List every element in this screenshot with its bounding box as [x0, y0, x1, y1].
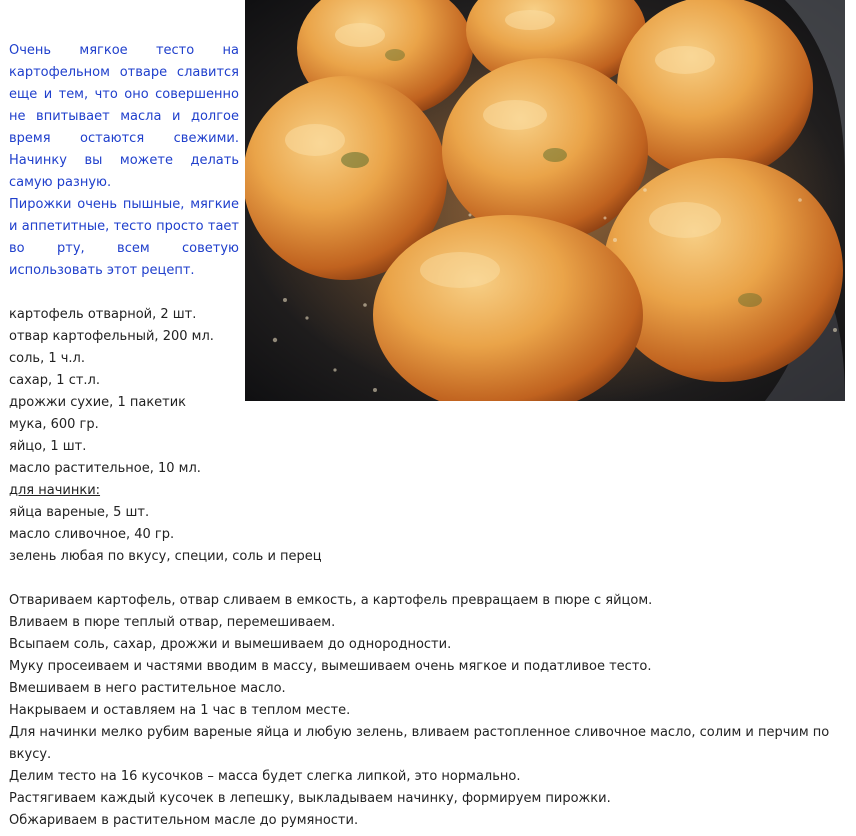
- intro-paragraph-1: Очень мягкое тесто на картофельном отваре славится еще и тем, что оно совершенно не впитывает масла и долгое время остаются свежими. Начинку вы можете делать самую разную.: [9, 43, 239, 190]
- recipe-step: Вливаем в пюре теплый отвар, перемешиваем.: [9, 615, 336, 630]
- intro-text: [9, 40, 239, 282]
- ingredient-item: мука, 600 гр.: [9, 417, 99, 432]
- ingredient-item: отвар картофельный, 200 мл.: [9, 329, 214, 344]
- recipe-step: Муку просеиваем и частями вводим в массу, вымешиваем очень мягкое и податливое тесто.: [9, 659, 652, 674]
- recipe-step: Обжариваем в растительном масле до румяности.: [9, 813, 359, 828]
- ingredient-item: сахар, 1 ст.л.: [9, 373, 100, 388]
- ingredient-item: соль, 1 ч.л.: [9, 351, 85, 366]
- recipe-step: Всыпаем соль, сахар, дрожжи и вымешиваем до однородности.: [9, 637, 452, 652]
- recipe-steps: [9, 590, 851, 832]
- recipe-step: Накрываем и оставляем на 1 час в теплом месте.: [9, 703, 351, 718]
- recipe-step: Делим тесто на 16 кусочков – масса будет слегка липкой, это нормально.: [9, 769, 521, 784]
- ingredient-item: картофель отварной, 2 шт.: [9, 307, 197, 322]
- recipe-step: Отвариваем картофель, отвар сливаем в емкость, а картофель превращаем в пюре с яйцом.: [9, 593, 653, 608]
- ingredient-item: яйцо, 1 шт.: [9, 439, 87, 454]
- recipe-step: Для начинки мелко рубим вареные яйца и любую зелень, вливаем растопленное сливочное масло, солим и перчим по вкусу.: [9, 725, 830, 762]
- ingredients-list: [9, 304, 409, 568]
- filling-item: яйца вареные, 5 шт.: [9, 505, 150, 520]
- recipe-step: Вмешиваем в него растительное масло.: [9, 681, 286, 696]
- filling-item: зелень любая по вкусу, специи, соль и перец: [9, 549, 322, 564]
- filling-heading: для начинки:: [9, 483, 101, 498]
- recipe-step: Растягиваем каждый кусочек в лепешку, выкладываем начинку, формируем пирожки.: [9, 791, 611, 806]
- ingredient-item: дрожжи сухие, 1 пакетик: [9, 395, 187, 410]
- intro-paragraph-2: Пирожки очень пышные, мягкие и аппетитные, тесто просто тает во рту, всем советую использовать этот рецепт.: [9, 197, 239, 278]
- ingredient-item: масло растительное, 10 мл.: [9, 461, 201, 476]
- filling-item: масло сливочное, 40 гр.: [9, 527, 175, 542]
